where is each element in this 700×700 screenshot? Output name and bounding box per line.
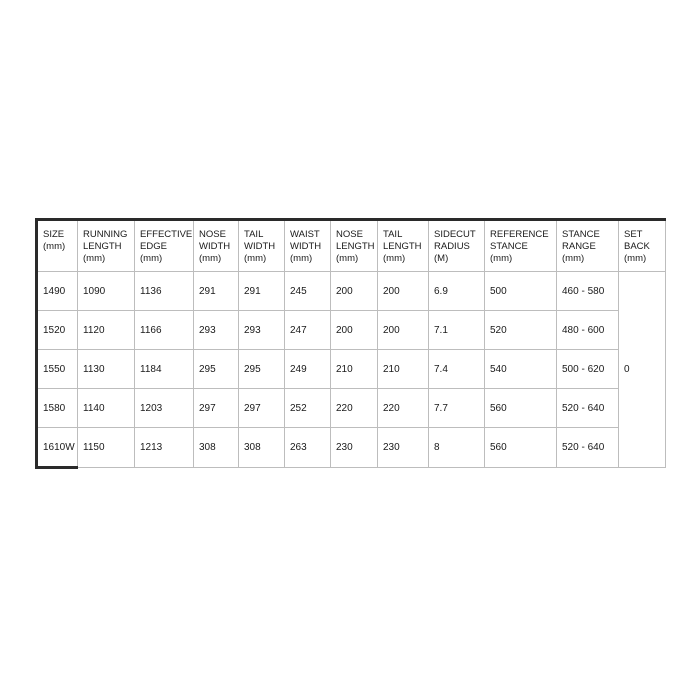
header-line: (mm) xyxy=(244,253,267,264)
cell-running-length: 1130 xyxy=(78,350,135,389)
cell-size: 1550 xyxy=(37,350,78,389)
header-line: STANCE xyxy=(562,229,600,240)
cell-size: 1490 xyxy=(37,272,78,311)
header-line: NOSE xyxy=(199,229,226,240)
header-line: BACK xyxy=(624,241,650,252)
cell-tail-width: 297 xyxy=(239,389,285,428)
header-line: REFERENCE xyxy=(490,229,549,240)
header-line: (M) xyxy=(434,253,449,264)
cell-nose-length: 220 xyxy=(331,389,378,428)
table-row xyxy=(37,272,666,311)
header-line: (mm) xyxy=(140,253,163,264)
cell-stance-range: 520 - 640 xyxy=(557,428,619,468)
board-spec-table xyxy=(35,218,666,469)
header-line: (mm) xyxy=(290,253,313,264)
cell-nose-width: 297 xyxy=(194,389,239,428)
table-body xyxy=(37,272,666,468)
header-line: (mm) xyxy=(490,253,513,264)
cell-size: 1610W xyxy=(37,428,78,468)
cell-stance-range: 520 - 640 xyxy=(557,389,619,428)
header-line: RADIUS xyxy=(434,241,470,252)
cell-waist-width: 263 xyxy=(285,428,331,468)
cell-effective-edge: 1213 xyxy=(135,428,194,468)
cell-tail-length: 230 xyxy=(378,428,429,468)
header-line: SET xyxy=(624,229,643,240)
header-line: RUNNING xyxy=(83,229,128,240)
header-line: LENGTH xyxy=(83,241,122,252)
cell-nose-length: 230 xyxy=(331,428,378,468)
header-line: LENGTH xyxy=(383,241,422,252)
cell-stance-range: 480 - 600 xyxy=(557,311,619,350)
cell-running-length: 1150 xyxy=(78,428,135,468)
table-row xyxy=(37,311,666,350)
header-nose-width xyxy=(194,220,239,272)
cell-sidecut-radius: 7.1 xyxy=(429,311,485,350)
header-line: WIDTH xyxy=(244,241,276,252)
table-row xyxy=(37,350,666,389)
header-line: WIDTH xyxy=(199,241,231,252)
header-size xyxy=(37,220,78,272)
header-reference-stance xyxy=(485,220,557,272)
cell-reference-stance: 560 xyxy=(485,389,557,428)
header-effective-edge xyxy=(135,220,194,272)
header-line: (mm) xyxy=(562,253,585,264)
header-running-length xyxy=(78,220,135,272)
header-line: (mm) xyxy=(336,253,359,264)
cell-effective-edge: 1203 xyxy=(135,389,194,428)
cell-waist-width: 247 xyxy=(285,311,331,350)
cell-stance-range: 460 - 580 xyxy=(557,272,619,311)
header-line: NOSE xyxy=(336,229,363,240)
cell-stance-range: 500 - 620 xyxy=(557,350,619,389)
cell-waist-width: 252 xyxy=(285,389,331,428)
table-row xyxy=(37,389,666,428)
cell-tail-length: 200 xyxy=(378,272,429,311)
cell-running-length: 1140 xyxy=(78,389,135,428)
header-line: (mm) xyxy=(383,253,406,264)
cell-sidecut-radius: 7.7 xyxy=(429,389,485,428)
cell-waist-width: 249 xyxy=(285,350,331,389)
cell-nose-width: 291 xyxy=(194,272,239,311)
cell-nose-length: 200 xyxy=(331,272,378,311)
cell-sidecut-radius: 8 xyxy=(429,428,485,468)
cell-tail-width: 293 xyxy=(239,311,285,350)
header-line: EFFECTIVE xyxy=(140,229,193,240)
header-set-back xyxy=(619,220,666,272)
header-line: STANCE xyxy=(490,241,528,252)
header-line: (mm) xyxy=(43,241,66,252)
header-line: TAIL xyxy=(244,229,264,240)
cell-reference-stance: 500 xyxy=(485,272,557,311)
cell-nose-width: 295 xyxy=(194,350,239,389)
cell-reference-stance: 540 xyxy=(485,350,557,389)
header-row xyxy=(37,220,666,272)
cell-nose-length: 200 xyxy=(331,311,378,350)
header-line: WAIST xyxy=(290,229,320,240)
cell-effective-edge: 1166 xyxy=(135,311,194,350)
header-line: EDGE xyxy=(140,241,167,252)
header-nose-length xyxy=(331,220,378,272)
header-tail-width xyxy=(239,220,285,272)
header-line: TAIL xyxy=(383,229,403,240)
cell-reference-stance: 520 xyxy=(485,311,557,350)
cell-nose-width: 308 xyxy=(194,428,239,468)
header-waist-width xyxy=(285,220,331,272)
cell-set-back: 0 xyxy=(619,272,666,468)
header-line: (mm) xyxy=(624,253,647,264)
cell-sidecut-radius: 6.9 xyxy=(429,272,485,311)
header-line: SIZE xyxy=(43,229,65,240)
header-line: (mm) xyxy=(199,253,222,264)
cell-effective-edge: 1136 xyxy=(135,272,194,311)
cell-tail-length: 210 xyxy=(378,350,429,389)
header-stance-range xyxy=(557,220,619,272)
header-line: (mm) xyxy=(83,253,106,264)
cell-size: 1580 xyxy=(37,389,78,428)
header-line: SIDECUT xyxy=(434,229,476,240)
cell-tail-width: 295 xyxy=(239,350,285,389)
cell-running-length: 1090 xyxy=(78,272,135,311)
cell-sidecut-radius: 7.4 xyxy=(429,350,485,389)
header-line: RANGE xyxy=(562,241,596,252)
header-line: WIDTH xyxy=(290,241,322,252)
header-line: LENGTH xyxy=(336,241,375,252)
cell-running-length: 1120 xyxy=(78,311,135,350)
cell-tail-length: 200 xyxy=(378,311,429,350)
cell-waist-width: 245 xyxy=(285,272,331,311)
cell-tail-length: 220 xyxy=(378,389,429,428)
header-tail-length xyxy=(378,220,429,272)
cell-nose-length: 210 xyxy=(331,350,378,389)
cell-reference-stance: 560 xyxy=(485,428,557,468)
cell-tail-width: 291 xyxy=(239,272,285,311)
cell-size: 1520 xyxy=(37,311,78,350)
cell-effective-edge: 1184 xyxy=(135,350,194,389)
table-row xyxy=(37,428,666,468)
cell-nose-width: 293 xyxy=(194,311,239,350)
header-sidecut-radius xyxy=(429,220,485,272)
cell-tail-width: 308 xyxy=(239,428,285,468)
